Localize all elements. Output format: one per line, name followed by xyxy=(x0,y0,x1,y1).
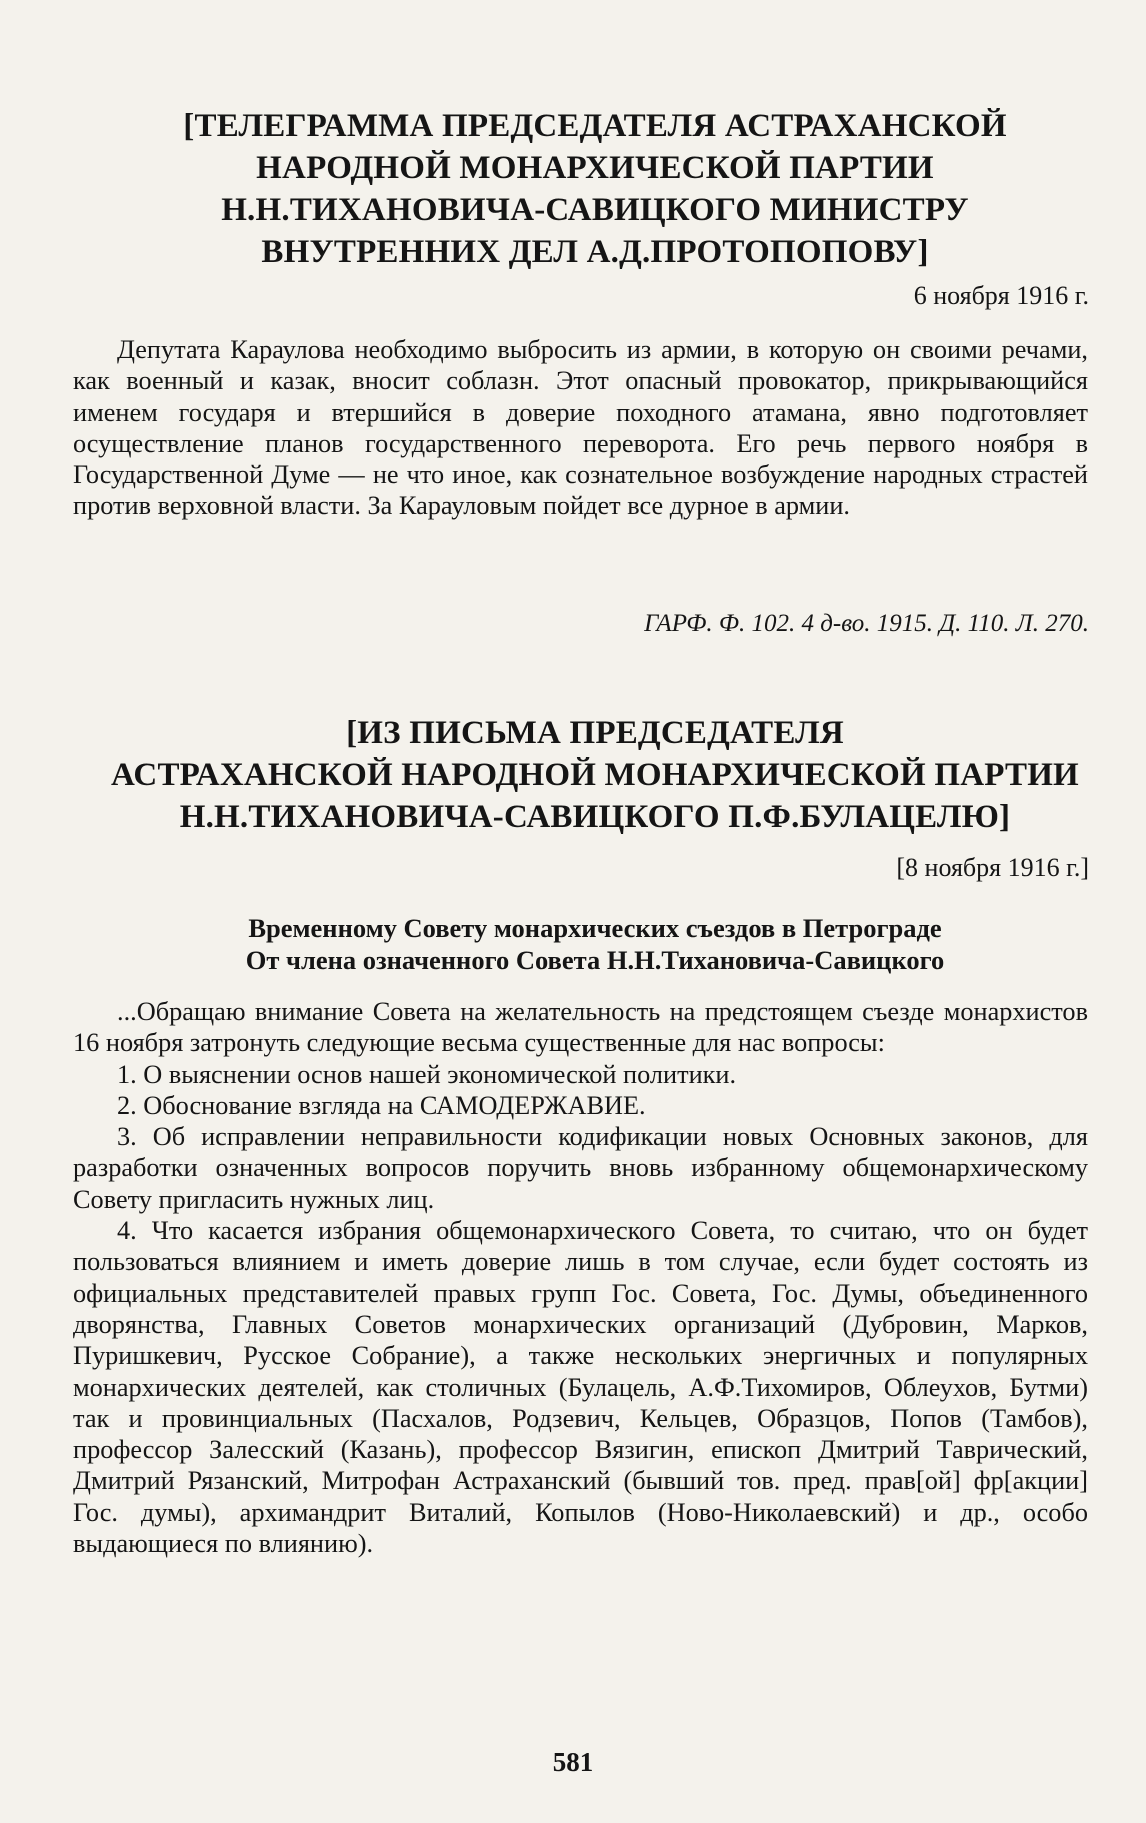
telegram-title-line: НАРОДНОЙ МОНАРХИЧЕСКОЙ ПАРТИИ xyxy=(256,150,934,186)
telegram-date: 6 ноября 1916 г. xyxy=(913,281,1089,310)
telegram-title-line: [ТЕЛЕГРАММА ПРЕДСЕДАТЕЛЯ АСТРАХАНСКОЙ xyxy=(183,108,1007,144)
letter-title-line: [ИЗ ПИСЬМА ПРЕДСЕДАТЕЛЯ xyxy=(346,715,844,751)
letter-paragraph: 3. Об исправлении неправильности кодификации новых Основных законов, для разработки означенных вопросов поручить вновь избранному общемонархическому Совету пригласить нужных лиц. xyxy=(73,1122,1088,1214)
telegram-paragraph: Депутата Караулова необходимо выбросить из армии, в которую он своими речами, как военный и казак, вносит соблазн. Этот опасный провокатор, прикрывающийся именем государя и втершийся в доверие походного атамана, явно подготовляет осуществление планов государственного переворота. Его речь первого ноября в Государственной Думе — не что иное, как сознательное возбуждение народных страстей против верховной власти. За Карауловым пойдет все дурное в армии. xyxy=(73,335,1088,521)
letter-body xyxy=(73,996,1088,1559)
telegram-title-line: Н.Н.ТИХАНОВИЧА-САВИЦКОГО МИНИСТРУ xyxy=(221,192,969,228)
letter-address xyxy=(100,912,1090,976)
letter-paragraph: 1. О выяснении основ нашей экономической политики. xyxy=(117,1059,737,1089)
letter-title xyxy=(100,712,1090,838)
telegram-title xyxy=(100,105,1090,273)
telegram-title-line: ВНУТРЕННИХ ДЕЛ А.Д.ПРОТОПОПОВУ] xyxy=(261,234,929,270)
telegram-archive-source: ГАРФ. Ф. 102. 4 д-во. 1915. Д. 110. Л. 270. xyxy=(644,610,1089,637)
letter-paragraph: 2. Обоснование взгляда на САМОДЕРЖАВИЕ. xyxy=(117,1090,646,1120)
letter-address-line: Временному Совету монархических съездов в Петрограде xyxy=(248,913,942,943)
letter-address-line: От члена означенного Совета Н.Н.Тихановича-Савицкого xyxy=(245,945,945,975)
page-number: 581 xyxy=(552,1747,594,1777)
telegram-body xyxy=(73,334,1088,522)
letter-date: [8 ноября 1916 г.] xyxy=(896,853,1089,882)
letter-paragraph: ...Обращаю внимание Совета на желательность на предстоящем съезде монархистов 16 ноября затронуть следующие весьма существенные для нас вопросы: xyxy=(73,997,1088,1058)
letter-title-line: АСТРАХАНСКОЙ НАРОДНОЙ МОНАРХИЧЕСКОЙ ПАРТИИ xyxy=(111,757,1079,793)
letter-title-line: Н.Н.ТИХАНОВИЧА-САВИЦКОГО П.Ф.БУЛАЦЕЛЮ] xyxy=(179,799,1011,835)
letter-paragraph: 4. Что касается избрания общемонархического Совета, то считаю, что он будет пользоваться влиянием и иметь доверие лишь в том случае, если будет состоять из официальных представителей правых групп Гос. Совета, Гос. Думы, объединенного дворянства, Главных Советов монархических организаций (Дубровин, Марков, Пуришкевич, Русское Собрание), а также нескольких энергичных и популярных монархических деятелей, как столичных (Булацель, А.Ф.Тихомиров, Облеухов, Бутми) так и провинциальных (Пасхалов, Родзевич, Кельцев, Образцов, Попов (Тамбов), профессор Залесский (Казань), профессор Вязигин, епископ Дмитрий Таврический, Дмитрий Рязанский, Митрофан Астраханский (бывший тов. пред. прав[ой] фр[акции] Гос. думы), архимандрит Виталий, Копылов (Ново-Николаевский) и др., особо выдающиеся по влиянию). xyxy=(73,1216,1088,1559)
